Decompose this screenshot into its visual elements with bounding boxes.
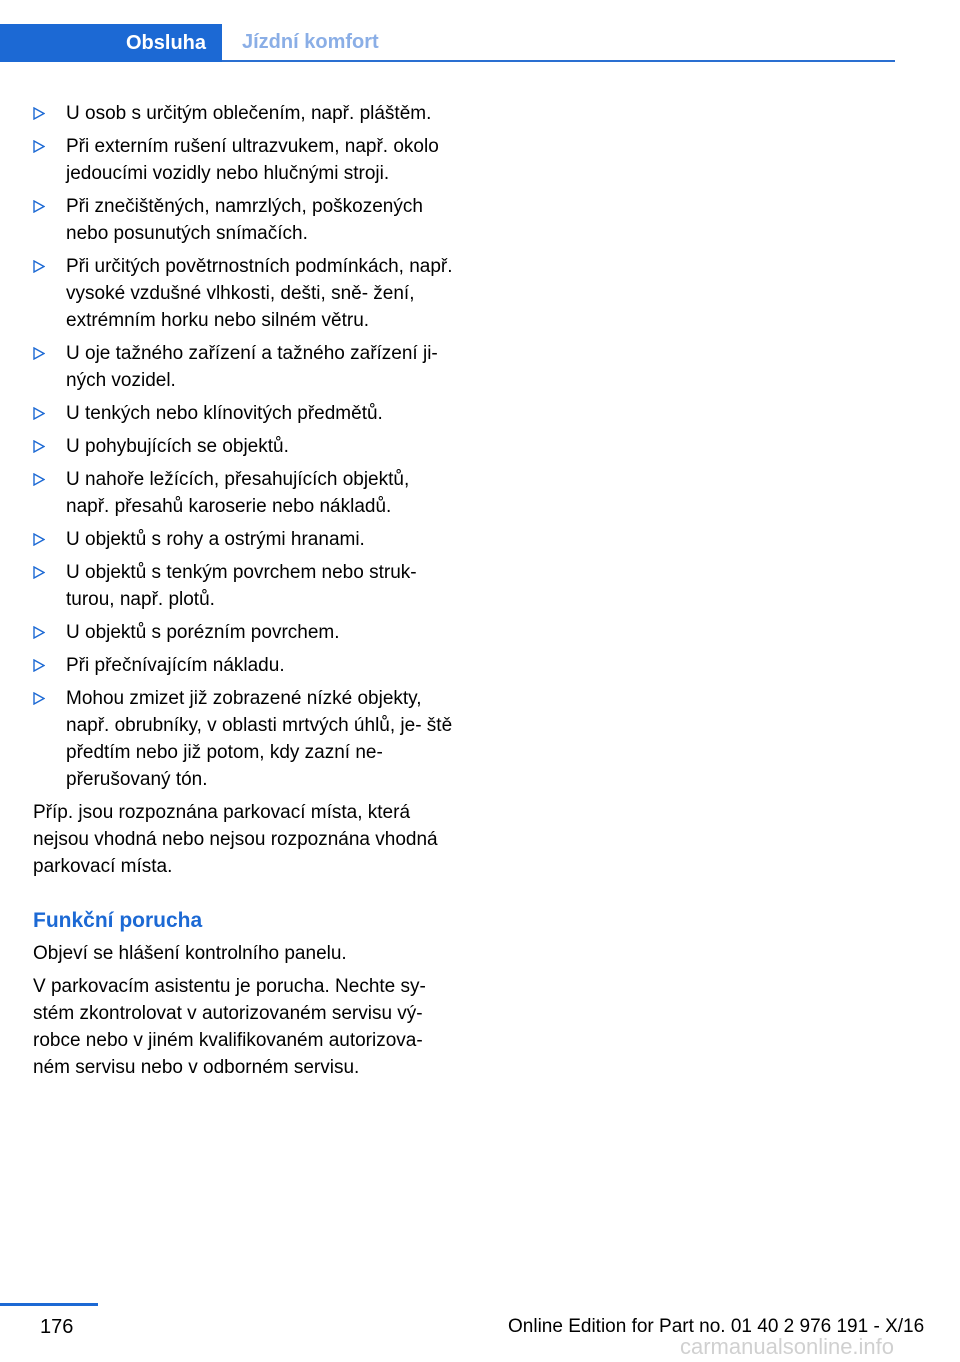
parking-spaces-note: Příp. jsou rozpoznána parkovací místa, která nejsou vhodná nebo nejsou rozpoznána vhodná parkovací místa.	[33, 802, 438, 877]
triangle-right-outline-icon	[33, 400, 49, 427]
triangle-right-outline-icon	[33, 466, 49, 493]
triangle-right-outline-icon	[33, 253, 49, 280]
triangle-right-outline-icon	[33, 433, 49, 460]
list-item	[33, 619, 453, 646]
list-item-text: Při externím rušení ultrazvukem, např. okolo jedoucími vozidly nebo hlučnými stroji.	[66, 136, 439, 184]
tab-obsluha[interactable]	[0, 24, 222, 62]
list-item	[33, 559, 453, 613]
malfunction-paragraph-2: V parkovacím asistentu je porucha. Nechte sy‐ stém zkontrolovat v autorizovaném servisu vý‐ robce nebo v jiném kvalifikovaném autorizova‐ ném servisu nebo v odborném servisu.	[33, 976, 426, 1078]
edition-note: Online Edition for Part no. 01 40 2 976 191 - X/16	[508, 1316, 925, 1337]
malfunction-paragraph-1: Objeví se hlášení kontrolního panelu.	[33, 943, 347, 964]
list-item-text: U objektů s porézním povrchem.	[66, 622, 340, 643]
list-item	[33, 526, 453, 553]
list-item	[33, 433, 453, 460]
list-item	[33, 340, 453, 394]
triangle-right-outline-icon	[33, 133, 49, 160]
page-content	[33, 100, 453, 1087]
tab-jizdni-komfort[interactable]	[242, 24, 379, 60]
list-item-text: U tenkých nebo klínovitých předmětů.	[66, 403, 383, 424]
triangle-right-outline-icon	[33, 559, 49, 586]
section-heading-malfunction: Funkční porucha	[33, 909, 203, 932]
triangle-right-outline-icon	[33, 193, 49, 220]
triangle-right-outline-icon	[33, 652, 49, 679]
list-item	[33, 193, 453, 247]
list-item-text: U pohybujících se objektů.	[66, 436, 289, 457]
list-item	[33, 100, 453, 127]
list-item-text: Mohou zmizet již zobrazené nízké objekty, např. obrubníky, v oblasti mrtvých úhlů, je‐ ště předtím nebo již potom, kdy zazní ne‐ přerušovaný tón.	[66, 688, 453, 790]
list-item	[33, 685, 453, 793]
list-item	[33, 400, 453, 427]
triangle-right-outline-icon	[33, 526, 49, 553]
list-item	[33, 652, 453, 679]
list-item-text: U objektů s tenkým povrchem nebo struk‐ turou, např. plotů.	[66, 562, 417, 610]
list-item-text: Při znečištěných, namrzlých, poškozených nebo posunutých snímačích.	[66, 196, 423, 244]
list-item	[33, 466, 453, 520]
list-item-text: Při přečnívajícím nákladu.	[66, 655, 285, 676]
triangle-right-outline-icon	[33, 100, 49, 127]
list-item-text: U nahoře ležících, přesahujících objektů, např. přesahů karoserie nebo nákladů.	[66, 469, 410, 517]
tab-obsluha-label: Obsluha	[125, 31, 206, 54]
list-item-text: U osob s určitým oblečením, např. pláštěm.	[66, 103, 432, 124]
footer-accent-line	[0, 1303, 98, 1306]
chapter-header	[0, 24, 895, 62]
list-item-text: Při určitých povětrnostních podmínkách, např. vysoké vzdušné vlhkosti, dešti, sně‐ žení, extrémním horku nebo silném větru.	[66, 256, 453, 331]
list-item-text: U objektů s rohy a ostrými hranami.	[66, 529, 365, 550]
page-number: 176	[40, 1316, 74, 1338]
list-item	[33, 253, 453, 334]
triangle-right-outline-icon	[33, 340, 49, 367]
watermark: carmanualsonline.info	[680, 1334, 895, 1359]
triangle-right-outline-icon	[33, 619, 49, 646]
list-item	[33, 133, 453, 187]
limitations-list	[33, 100, 453, 793]
list-item-text: U oje tažného zařízení a tažného zařízení ji‐ ných vozidel.	[66, 343, 438, 391]
triangle-right-outline-icon	[33, 685, 49, 712]
tab-jizdni-komfort-label: Jízdní komfort	[242, 30, 379, 53]
